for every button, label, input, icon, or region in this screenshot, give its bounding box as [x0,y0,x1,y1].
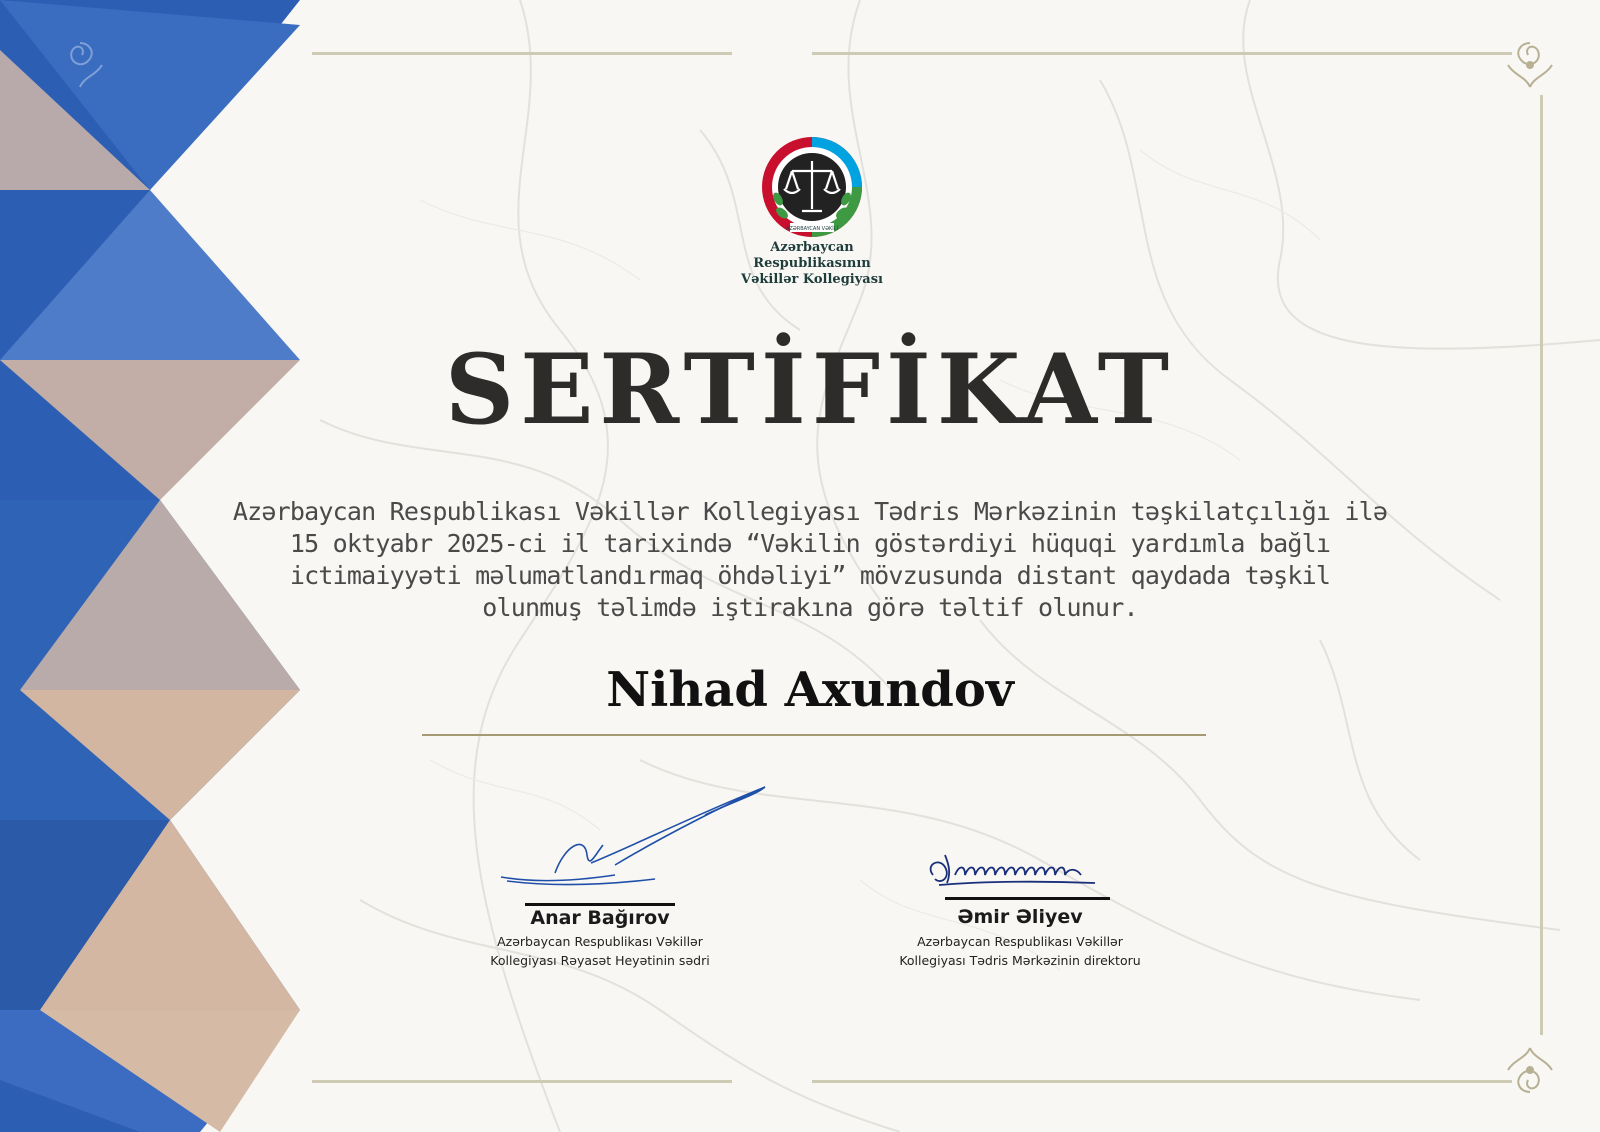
organization-name [700,240,924,288]
body-line-4: olunmuş təlimdə iştirakına görə təltif olunur. [482,593,1138,622]
corner-ornament-bottom-right-icon [1500,1040,1560,1100]
bar-association-logo-icon [760,135,864,239]
corner-ornament-top-left-icon [50,35,110,95]
recipient-name: Nihad Axundov [606,662,1014,718]
signatory-2-role-line-1: Azərbaycan Respublikası Vəkillər [917,934,1123,949]
signature-1-image [495,785,785,895]
certificate-title: SERTİFİKAT [444,333,1176,446]
certificate-body-text [190,496,1430,624]
frame-bottom-line-right [812,1080,1512,1083]
frame-right-line [1540,95,1543,1035]
organization-name-line-2: Respublikasının [753,256,871,271]
signatory-2-role-line-2: Kollegiyası Tədris Mərkəzinin direktoru [899,953,1141,968]
signature-2-image [925,845,1115,905]
signatory-1-role [440,932,760,970]
body-line-3: ictimaiyyəti məlumatlandırmaq öhdəliyi” mövzusunda distant qaydada təşkil [289,561,1331,590]
organization-name-line-3: Vəkillər Kollegiyası [741,272,883,287]
signatory-1-role-line-2: Kollegiyası Rəyasət Heyətinin sədri [490,953,710,968]
body-line-2: 15 oktyabr 2025-ci il tarixində “Vəkilin göstərdiyi hüquqi yardımla bağlı [289,529,1331,558]
seal-text: AZƏRBAYCAN VƏKİLİ [785,226,839,232]
signature-2-line [945,897,1110,900]
recipient-underline [422,734,1206,736]
corner-ornament-top-right-icon [1500,35,1560,95]
signatory-2-name: Əmir Əliyev [957,906,1083,928]
frame-top-line-right [812,52,1512,55]
frame-bottom-line-left [312,1080,732,1083]
signatory-1-name: Anar Bağırov [530,907,670,929]
frame-top-line-left [312,52,732,55]
signatory-2-role [855,932,1185,970]
body-line-1: Azərbaycan Respublikası Vəkillər Kollegiyası Tədris Mərkəzinin təşkilatçılığı ilə [232,497,1388,526]
organization-name-line-1: Azərbaycan [770,240,854,255]
signatory-1-role-line-1: Azərbaycan Respublikası Vəkillər [497,934,703,949]
